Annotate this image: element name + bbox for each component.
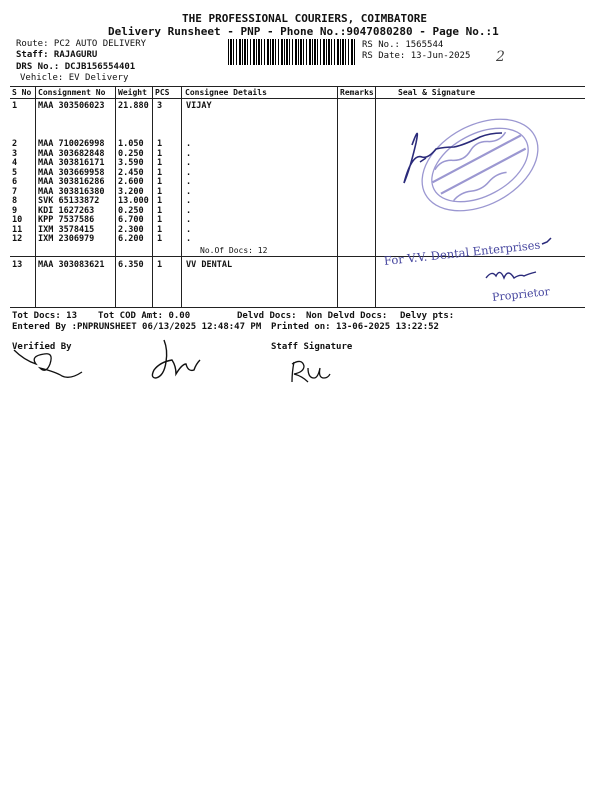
cell-consignee: . — [186, 148, 192, 159]
col-header-sno: S No — [12, 88, 32, 97]
cell-weight: 2.600 — [118, 177, 144, 187]
cell-consignment: IXM 3578415 — [38, 224, 95, 235]
staff-label: Staff: RAJAGURU — [16, 50, 98, 60]
cell-consignee: . — [186, 234, 192, 244]
cell-weight: 0.250 — [118, 148, 144, 159]
table-header-border — [10, 98, 585, 99]
table-top-border — [10, 86, 585, 87]
cell-weight: 3.590 — [118, 158, 144, 168]
cell-pcs: 3 — [157, 101, 163, 111]
vv-dental-signature — [482, 264, 542, 284]
cell-consignment: MAA 303816171 — [38, 158, 105, 168]
entered-by: Entered By :PNPRUNSHEET 06/13/2025 12:48:47 PM — [12, 322, 262, 332]
handwritten-mark: 2 — [496, 49, 505, 65]
cell-weight: 6.700 — [118, 215, 144, 225]
cell-consignee: . — [186, 215, 192, 225]
company-title: THE PROFESSIONAL COURIERS, COIMBATORE — [182, 12, 428, 25]
table-bottom-border — [10, 307, 585, 308]
vehicle-label: Vehicle: EV Delivery — [20, 73, 129, 83]
cell-consignment: MAA 303669958 — [38, 167, 105, 178]
drs-number: DRS No.: DCJB156554401 — [16, 62, 136, 72]
col-divider — [181, 86, 182, 307]
col-header-remarks: Remarks — [340, 88, 374, 97]
staff-signature-label: Staff Signature — [271, 342, 353, 352]
cell-weight: 0.250 — [118, 205, 144, 216]
cell-consignee: VIJAY — [186, 101, 212, 111]
col-header-weight: Weight — [118, 88, 147, 97]
col-header-consignment: Consignment No — [38, 88, 106, 97]
cell-consignment: KDI 1627263 — [38, 205, 95, 216]
cell-pcs: 1 — [157, 224, 163, 235]
cell-consignment: IXM 2306979 — [38, 234, 95, 244]
cell-consignee: . — [186, 224, 192, 235]
col-header-consignee: Consignee Details — [185, 88, 267, 97]
cell-pcs: 1 — [157, 196, 163, 206]
cell-sno: 1 — [12, 101, 18, 111]
verified-by-signature — [10, 342, 100, 380]
cell-weight: 21.880 — [118, 101, 149, 111]
col-header-seal-signature: Seal & Signature — [398, 88, 476, 97]
total-cod-amount: Tot COD Amt: 0.00 — [98, 311, 191, 321]
cell-consignee: . — [186, 177, 192, 187]
verified-by-label: Verified By — [12, 342, 72, 352]
vv-dental-stamp-text: For V.V. Dental Enterprises — [383, 237, 541, 268]
col-divider — [115, 86, 116, 307]
cell-sno: 13 — [12, 260, 23, 270]
cell-weight: 3.200 — [118, 186, 144, 197]
route-label: Route: PC2 AUTO DELIVERY — [16, 39, 147, 49]
cell-pcs: 1 — [157, 260, 163, 270]
cell-pcs: 1 — [157, 186, 163, 197]
delivery-points: Delvy pts: — [400, 311, 455, 321]
cell-sno: 2 — [12, 139, 18, 149]
cell-sno: 6 — [12, 177, 18, 187]
cell-pcs: 1 — [157, 215, 163, 225]
cell-consignee: . — [186, 186, 192, 197]
cell-pcs: 1 — [157, 167, 163, 178]
no-of-docs: No.Of Docs: 12 — [200, 246, 268, 255]
delivered-docs: Delvd Docs: — [237, 311, 297, 321]
cell-consignee: VV DENTAL — [186, 260, 233, 270]
rs-date: RS Date: 13-Jun-2025 — [362, 51, 471, 61]
second-signature — [150, 336, 210, 384]
cell-sno: 8 — [12, 196, 18, 206]
runsheet-subtitle: Delivery Runsheet - PNP - Phone No.:9047080280 - Page No.:1 — [108, 25, 499, 38]
cell-sno: 7 — [12, 186, 18, 197]
barcode-image — [228, 39, 356, 65]
col-divider — [35, 86, 36, 307]
cell-pcs: 1 — [157, 177, 163, 187]
cell-consignment: SVK 65133872 — [38, 196, 100, 206]
cell-consignee: . — [186, 139, 192, 149]
cell-consignment: KPP 7537586 — [38, 215, 95, 225]
cell-consignment: MAA 303816286 — [38, 177, 105, 187]
company-seal-stamp — [390, 100, 560, 230]
col-divider — [152, 86, 153, 307]
cell-weight: 1.050 — [118, 139, 144, 149]
cell-consignment: MAA 303506023 — [38, 101, 105, 111]
cell-weight: 2.450 — [118, 167, 144, 178]
rs-number: RS No.: 1565544 — [362, 40, 444, 50]
col-divider — [337, 86, 338, 307]
printed-on: Printed on: 13-06-2025 13:22:52 — [271, 322, 439, 332]
cell-pcs: 1 — [157, 205, 163, 216]
cell-consignment: MAA 303083621 — [38, 260, 105, 270]
cell-weight: 6.200 — [118, 234, 144, 244]
cell-sno: 4 — [12, 158, 18, 168]
cell-weight: 13.000 — [118, 196, 149, 206]
pen-tick-mark — [540, 236, 554, 248]
cell-weight: 2.300 — [118, 224, 144, 235]
cell-consignment: MAA 303682848 — [38, 148, 105, 159]
cell-consignee: . — [186, 167, 192, 178]
cell-consignee: . — [186, 158, 192, 168]
proprietor-stamp-text: Proprietor — [491, 285, 551, 304]
col-divider — [375, 86, 376, 307]
cell-pcs: 1 — [157, 234, 163, 244]
cell-pcs: 1 — [157, 139, 163, 149]
col-header-pcs: PCS — [155, 88, 170, 97]
non-delivered-docs: Non Delvd Docs: — [306, 311, 388, 321]
cell-sno: 11 — [12, 224, 23, 235]
table-separator — [10, 256, 585, 257]
cell-weight: 6.350 — [118, 260, 144, 270]
cell-pcs: 1 — [157, 158, 163, 168]
cell-consignment: MAA 710026998 — [38, 139, 105, 149]
cell-sno: 9 — [12, 205, 18, 216]
cell-pcs: 1 — [157, 148, 163, 159]
total-docs: Tot Docs: 13 — [12, 311, 78, 321]
staff-signature — [288, 356, 338, 386]
cell-consignment: MAA 303816380 — [38, 186, 105, 197]
cell-sno: 12 — [12, 234, 23, 244]
cell-consignee: . — [186, 196, 192, 206]
cell-consignee: . — [186, 205, 192, 216]
cell-sno: 3 — [12, 148, 18, 159]
cell-sno: 5 — [12, 167, 18, 178]
cell-sno: 10 — [12, 215, 23, 225]
